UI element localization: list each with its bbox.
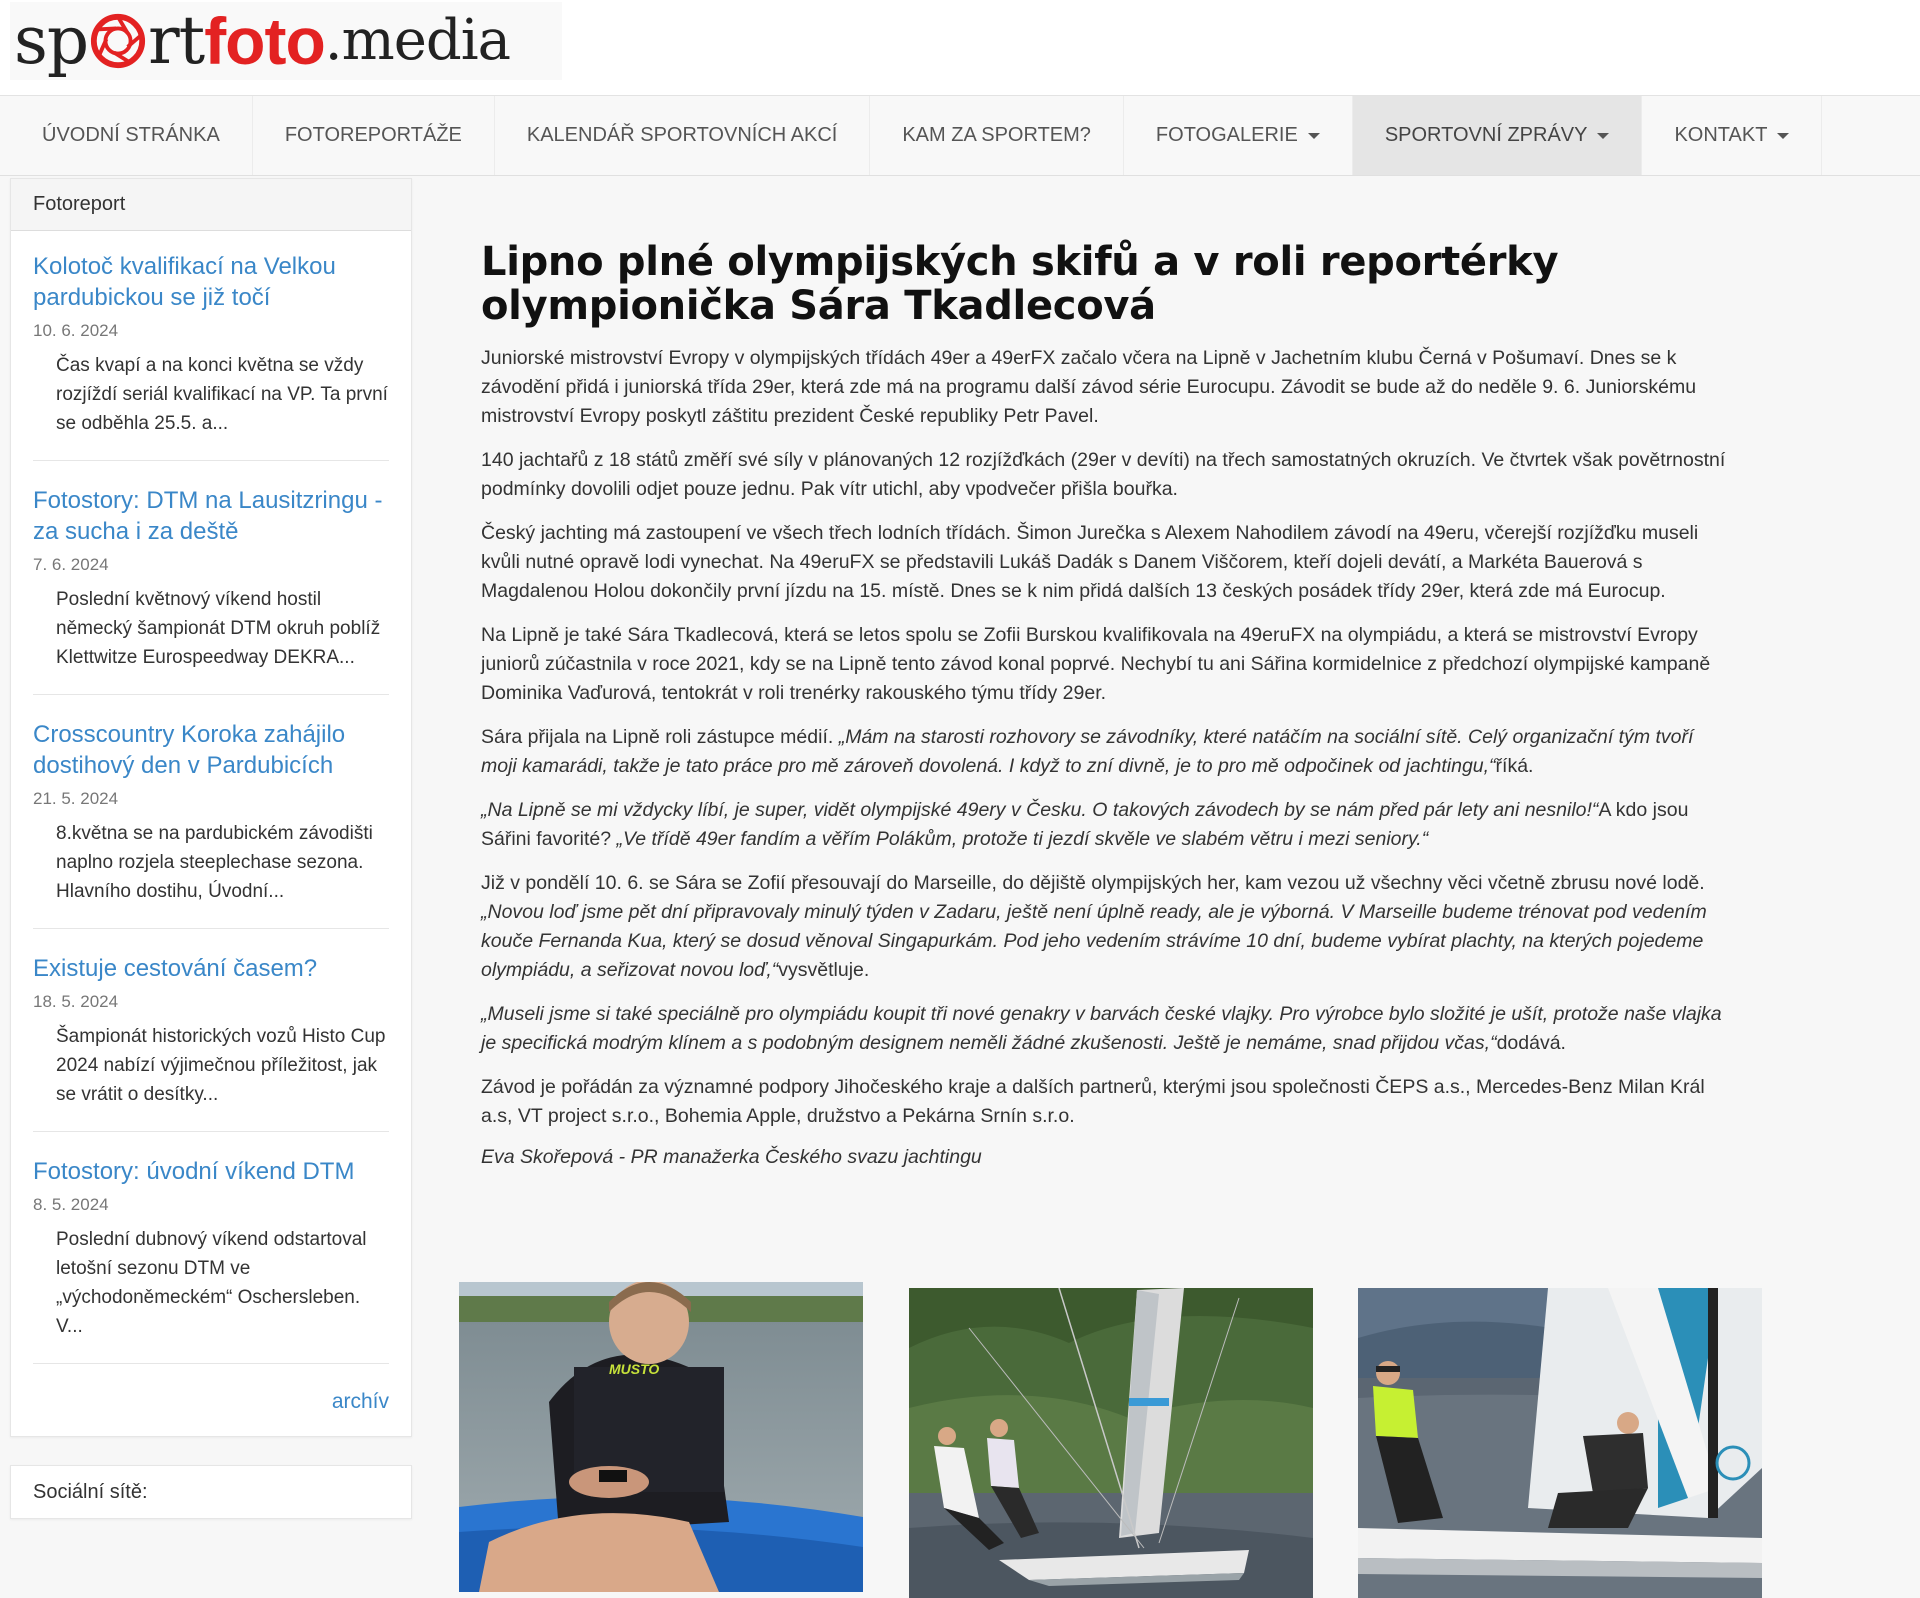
quote: „Museli jsme si také speciálně pro olympiádu koupit tři nové genakry v barvách české vlajky. Pro výrobce bylo složité je ušít, protože naše vlajka je specifická modrým klínem a s podobným designem neměli žádné zkušenosti. Ještě je nemáme, snad přijdou včas,“: [481, 1003, 1722, 1054]
news-excerpt: Šampionát historických vozů Histo Cup 2024 nabízí výjimečnou příležitost, jak se vrátit o desítky...: [56, 1026, 386, 1105]
text: vysvětluje.: [778, 959, 870, 981]
article-paragraph: Závod je pořádán za významné podpory Jihočeského kraje a dalších partnerů, kterými jsou společnosti ČEPS a.s., Mercedes-Benz Milan Král a.s, VT project s.r.o., Bohemia Apple, družstvo a Pekárna Srnín s.r.o.: [481, 1076, 1705, 1127]
news-title-link[interactable]: Fotostory: úvodní víkend DTM: [33, 1158, 355, 1185]
article-paragraph: [481, 869, 1731, 985]
news-item: [33, 719, 389, 929]
news-item: [33, 485, 389, 695]
nav-label: FOTOREPORTÁŽE: [284, 124, 462, 146]
panel-heading: Fotoreport: [11, 179, 411, 231]
article-paragraph: Český jachting má zastoupení ve všech třech lodních třídách. Šimon Jurečka s Alexem Nahodilem závodí na 49eru, včerejší rozjížďku museli kvůli nutné opravě lodi vynechat. Na 49eruFX se představili Lukáš Dadák s Danem Viščorem, kteří dojeli devátí, a Markéta Bauerová s Magdalenou Holou dokončily první jízdu na 15. místě. Dnes se k nim přidá dalších 13 českých posádek třídy 29er, která zde má Eurocup.: [481, 522, 1699, 602]
logo-part: rt: [148, 2, 205, 79]
photoreport-panel: [10, 178, 412, 1437]
text: A kdo jsou Sářini favorité?: [481, 799, 1689, 850]
musto-logo: MUSTO: [609, 1361, 660, 1377]
text: říká.: [1495, 755, 1534, 777]
news-date: 8. 5. 2024: [33, 1195, 109, 1214]
news-excerpt: 8.května se na pardubickém závodišti naplno rozjela steeplechase sezona. Hlavního dostihu, Úvodní...: [56, 823, 373, 902]
logo-part-media: .media: [324, 8, 510, 73]
photo-sailor-in-boat: [459, 1282, 863, 1592]
logo-part: sp: [14, 2, 89, 79]
news-excerpt: Čas kvapí a na konci května se vždy rozjíždí seriál kvalifikací na VP. Ta první se odběhla 25.5. a...: [56, 355, 388, 434]
article-author: Eva Skořepová - PR manažerka Českého svazu jachtingu: [481, 1146, 982, 1168]
nav-label: FOTOGALERIE: [1155, 124, 1298, 146]
news-title-link[interactable]: Fotostory: DTM na Lausitzringu - za sucha i za deště: [33, 487, 383, 545]
nav-label: SPORTOVNÍ ZPRÁVY: [1384, 124, 1588, 146]
logo-part-red: foto: [204, 4, 325, 78]
text: dodává.: [1496, 1032, 1566, 1054]
news-title-link[interactable]: Existuje cestování časem?: [33, 955, 318, 982]
news-date: 7. 6. 2024: [33, 555, 109, 574]
social-heading: Sociální sítě:: [11, 1466, 411, 1518]
caret-down-icon: [1597, 133, 1609, 139]
text: Sára přijala na Lipně roli zástupce médií.: [481, 726, 839, 748]
news-excerpt: Poslední dubnový víkend odstartoval letošní sezonu DTM ve „východoněmeckém“ Oschersleben. V...: [56, 1229, 367, 1337]
quote: „Novou loď jsme pět dní připravovaly minulý týden v Zadaru, ještě není úplně ready, ale je výborná. V Marseille budeme trénovat pod vedením kouče Fernanda Kua, který se dosud věnoval Singapurkám. Pod jeho vedením strávíme 10 dní, budeme vybírat plachty, na kterých pojedeme olympiádu, a seřizovat novou loď,“: [481, 901, 1707, 981]
gallery-photo-2[interactable]: [909, 1288, 1313, 1598]
article-paragraph: [481, 723, 1731, 781]
news-title-link[interactable]: Kolotoč kvalifikací na Velkou pardubickou se již točí: [33, 253, 336, 311]
social-panel: [10, 1465, 412, 1519]
photo-gallery: [459, 1282, 1764, 1592]
caret-down-icon: [1777, 133, 1789, 139]
article-title: Lipno plné olympijských skifů a v roli reportérky olympionička Sára Tkadlecová: [481, 239, 1559, 329]
photo-skiff-sailing: [909, 1288, 1313, 1598]
article-paragraph: Juniorské mistrovství Evropy v olympijských třídách 49er a 49erFX začalo včera na Lipně v Jachetním klubu Černá v Pošumaví. Dnes se k závodění přidá i juniorská třída 29er, která zde má na programu další závod série Eurocupu. Závodit se bude až do neděle 9. 6. Juniorskému mistrovství Evropy poskytl záštitu prezident České republiky Petr Pavel.: [481, 347, 1697, 427]
quote: „Mám na starosti rozhovory se závodníky, které natáčím na sociální sítě. Celý organizační tým tvoří moji kamarádi, takže je tato práce pro mě zároveň dovolená. I když to zní divně, je to pro mě odpočinek od jachtingu,“: [481, 726, 1694, 777]
nav-label: KAM ZA SPORTEM?: [902, 124, 1091, 146]
nav-home[interactable]: [10, 96, 253, 175]
site-header: [0, 0, 1920, 96]
caret-down-icon: [1308, 133, 1320, 139]
aperture-icon: [89, 12, 147, 70]
archive-link[interactable]: archív: [331, 1390, 389, 1413]
main-navigation: [0, 96, 1920, 176]
gallery-photo-1[interactable]: [459, 1282, 863, 1592]
gallery-photo-3[interactable]: [1358, 1288, 1762, 1598]
nav-where-to-sport[interactable]: [870, 96, 1124, 175]
nav-photo-reports[interactable]: [253, 96, 495, 175]
nav-label: ÚVODNÍ STRÁNKA: [42, 124, 220, 146]
nav-photo-gallery[interactable]: [1124, 96, 1353, 175]
news-title-link[interactable]: Crosscountry Koroka zahájilo dostihový den v Pardubicích: [33, 721, 346, 779]
nav-contact[interactable]: [1642, 96, 1822, 175]
photo-skiff-crew: [1358, 1288, 1762, 1598]
news-item: [33, 1156, 389, 1364]
article: [481, 240, 1731, 1169]
news-date: 18. 5. 2024: [33, 992, 119, 1011]
quote: „Ve třídě 49er fandím a věřím Polákům, protože ti jezdí skvěle ve slabém větru i mezi seniory.“: [616, 828, 1429, 850]
article-paragraph: 140 jachtařů z 18 států změří své síly v plánovaných 12 rozjížďkách (29er v devíti) na třech samostatných okruzích. Ve čtvrtek však povětrnostní podmínky dovolili odjet pouze jednu. Pak vítr utichl, aby vpodvečer přišla bouřka.: [481, 449, 1726, 500]
nav-sports-news[interactable]: [1353, 96, 1643, 175]
article-paragraph: [481, 796, 1731, 854]
article-paragraph: Na Lipně je také Sára Tkadlecová, která se letos spolu se Zofii Burskou kvalifikovala na 49eruFX na olympiádu, a která se mistrovství Evropy juniorů zúčastnila v roce 2021, kdy se na Lipně tento závod konal poprvé. Nechybí tu ani Sářina kormidelnice z předchozí olympijské kampaně Dominika Vaďurová, tentokrát v roli trenérky rakouského týmu třídy 29er.: [481, 624, 1711, 704]
news-date: 21. 5. 2024: [33, 789, 119, 808]
logo-wordmark: [14, 2, 510, 79]
site-logo[interactable]: [10, 2, 562, 80]
news-excerpt: Poslední květnový víkend hostil německý šampionát DTM okruh poblíž Klettwitze Eurospeedway DEKRA...: [56, 589, 381, 668]
nav-label: KONTAKT: [1674, 124, 1768, 146]
article-paragraph: [481, 1000, 1731, 1058]
sidebar: [10, 178, 412, 1519]
panel-body: [11, 231, 411, 1436]
news-item: [33, 251, 389, 461]
nav-calendar[interactable]: [495, 96, 870, 175]
nav-label: KALENDÁŘ SPORTOVNÍCH AKCÍ: [526, 124, 838, 146]
text: Již v pondělí 10. 6. se Sára se Zofií přesouvají do Marseille, do dějiště olympijských her, kam vezou už všechny věci včetně zbrusu nové lodě.: [481, 872, 1705, 894]
quote: „Na Lipně se mi vždycky líbí, je super, vidět olympijské 49ery v Česku. O takových závodech by se nám před pár lety ani nesnilo!“: [481, 799, 1599, 821]
news-item: [33, 953, 389, 1132]
news-date: 10. 6. 2024: [33, 321, 119, 340]
